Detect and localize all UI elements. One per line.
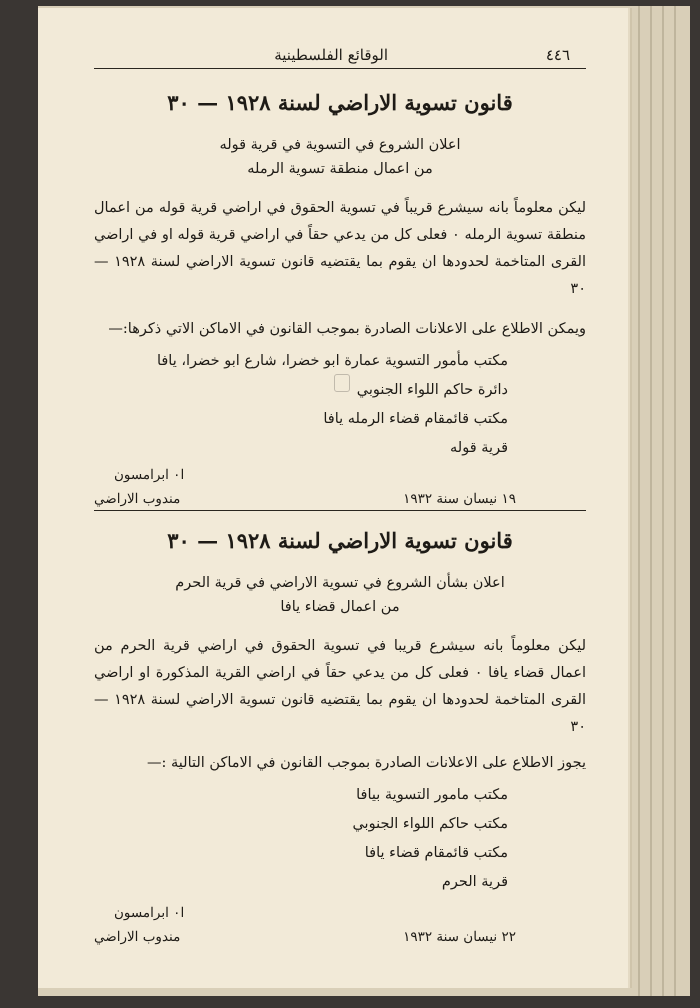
notice-date: ١٩ نيسان سنة ١٩٣٢: [403, 491, 516, 507]
signatory-title: مندوب الاراضي: [94, 929, 181, 945]
page-edge: [674, 6, 676, 996]
notice-paragraph: ليكن معلوماً بانه سيشرع قريبا في تسوية الحقوق في اراضي قرية الحرم من اعمال قضاء يافا ٠ فعلى كل من يدعي حقاً في اراضي القرية المذكورة او اراضي القرى المتاخمة لحدودها ان يقوم بما يقتضيه قانون تسوية الاراضي لسنة ١٩٢٨ — ٣٠: [94, 638, 586, 735]
notice-subtitle: من اعمال قضاء يافا: [280, 599, 400, 615]
notice-subtitle: اعلان الشروع في التسوية في قرية قوله: [219, 137, 461, 153]
place-item: دائرة حاكم اللواء الجنوبي: [356, 382, 508, 398]
signatory-name: ا٠ ابرامسون: [114, 467, 185, 483]
running-header: [94, 46, 586, 69]
places-list: [94, 347, 586, 463]
law-title: قانون تسوية الاراضي لسنة ١٩٢٨ — ٣٠: [167, 90, 513, 115]
place-item: مكتب مامور التسوية بيافا: [356, 787, 508, 803]
notice-1: [94, 90, 586, 515]
library-stamp-mark: [334, 374, 350, 392]
page-edge: [638, 6, 640, 996]
place-item: مكتب قائمقام قضاء يافا: [364, 845, 508, 861]
place-item: مكتب قائمقام قضاء الرمله يافا: [323, 411, 508, 427]
gazette-page: [38, 8, 628, 988]
places-intro: يجوز الاطلاع على الاعلانات الصادرة بموجب القانون في الاماكن التالية :—: [147, 755, 586, 771]
notice-2: [94, 528, 586, 953]
signatory-name: ا٠ ابرامسون: [114, 905, 185, 921]
notice-subtitle: اعلان بشأن الشروع في تسوية الاراضي في قرية الحرم: [175, 575, 505, 591]
place-item: قرية قوله: [450, 440, 508, 456]
section-divider: [94, 510, 586, 511]
page-edge: [650, 6, 652, 996]
notice-subtitle: من اعمال منطقة تسوية الرمله: [247, 161, 433, 177]
signatory-title: مندوب الاراضي: [94, 491, 181, 507]
place-item: قرية الحرم: [441, 874, 508, 890]
places-list: [94, 781, 586, 897]
notice-paragraph: ليكن معلوماً بانه سيشرع قريباً في تسوية الحقوق في اراضي قرية قوله من اعمال منطقة تسوية الرمله ٠ فعلى كل من يدعي حقاً في اراضي قرية قوله او في اراضي القرى المتاخمة لحدودها ان يقوم بما يقتضيه قانون تسوية الاراضي لسنة ١٩٢٨ — ٣٠: [94, 200, 586, 297]
place-item: مكتب مأمور التسوية عمارة ابو خضرا، شارع ابو خضرا، يافا: [156, 353, 508, 369]
places-intro: ويمكن الاطلاع على الاعلانات الصادرة بموجب القانون في الاماكن الاتي ذكرها:—: [108, 321, 586, 337]
page-edge: [662, 6, 664, 996]
place-item: مكتب حاكم اللواء الجنوبي: [352, 816, 508, 832]
signature-block: [94, 905, 586, 953]
publication-title: الوقائع الفلسطينية: [274, 46, 388, 64]
notice-date: ٢٢ نيسان سنة ١٩٣٢: [403, 929, 516, 945]
page-number: ٤٤٦: [545, 46, 570, 64]
law-title: قانون تسوية الاراضي لسنة ١٩٢٨ — ٣٠: [167, 528, 513, 553]
signature-block: [94, 467, 586, 515]
